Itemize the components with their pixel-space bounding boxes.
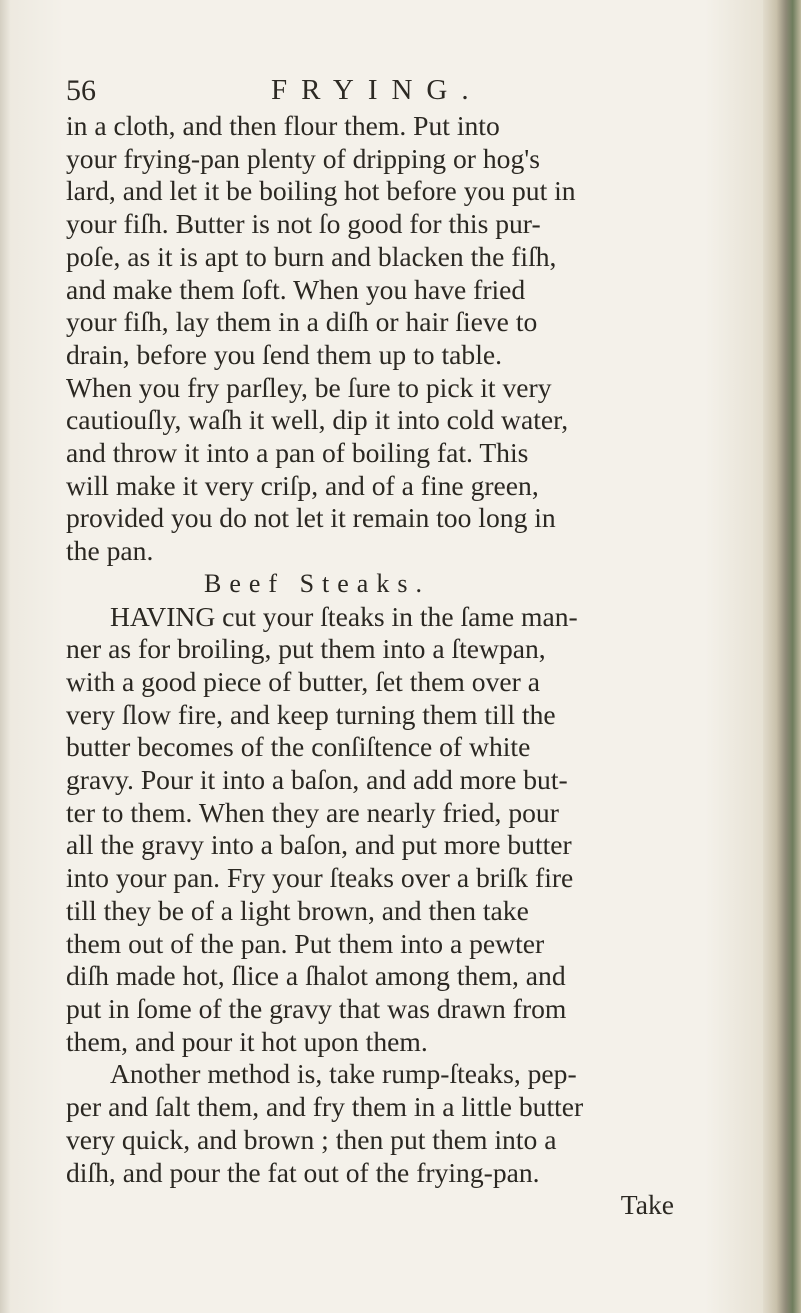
text-line: lard, and let it be boiling hot before you put in bbox=[66, 175, 576, 207]
text-line: your fiſh. Butter is not ſo good for this pur- bbox=[66, 208, 541, 240]
text-line: your fiſh, lay them in a diſh or hair ſieve to bbox=[66, 306, 538, 338]
text-line: poſe, as it is apt to burn and blacken the fiſh, bbox=[66, 240, 557, 272]
text-line: diſh made hot, ſlice a ſhalot among them, and bbox=[66, 960, 566, 992]
body-text bbox=[66, 110, 726, 1222]
text-line: in a cloth, and then flour them. Put into bbox=[66, 110, 500, 141]
text-line: very ſlow fire, and keep turning them till the bbox=[66, 698, 556, 730]
page-left-edge bbox=[0, 0, 10, 1313]
text-line: and make them ſoft. When you have fried bbox=[66, 273, 526, 305]
text-line: When you fry parſley, be ſure to pick it very bbox=[66, 371, 552, 403]
text-line: gravy. Pour it into a baſon, and add more but- bbox=[66, 764, 568, 796]
section-heading: Beef Steaks. bbox=[204, 568, 430, 598]
text-line: with a good piece of butter, ſet them over a bbox=[66, 665, 540, 697]
text-line: them out of the pan. Put them into a pewter bbox=[66, 927, 545, 959]
text-line: butter becomes of the conſiſtence of white bbox=[66, 731, 531, 763]
text-line: cautiouſly, waſh it well, dip it into cold water, bbox=[66, 404, 569, 436]
text-line: per and ſalt them, and fry them in a little butter bbox=[66, 1091, 584, 1123]
text-line: till they be of a light brown, and then take bbox=[66, 894, 529, 926]
text-line: HAVING cut your ſteaks in the ſame man- bbox=[110, 600, 578, 632]
text-line: ner as for broiling, put them into a ſtewpan, bbox=[66, 633, 546, 665]
text-line: all the gravy into a baſon, and put more butter bbox=[66, 829, 572, 861]
running-title: FRYING. bbox=[271, 74, 483, 106]
text-line: put in ſome of the gravy that was drawn from bbox=[66, 992, 567, 1024]
text-line: them, and pour it hot upon them. bbox=[66, 1025, 428, 1057]
catchword: Take bbox=[620, 1189, 674, 1221]
text-line: provided you do not let it remain too long in bbox=[66, 502, 556, 534]
text-line: ter to them. When they are nearly fried, pour bbox=[66, 796, 559, 828]
text-line: Another method is, take rump-ſteaks, pep- bbox=[110, 1058, 577, 1090]
text-line: into your pan. Fry your ſteaks over a briſk fire bbox=[66, 862, 574, 894]
page-number: 56 bbox=[66, 74, 96, 107]
page-header bbox=[66, 74, 706, 114]
text-line: the pan. bbox=[66, 535, 154, 567]
page-right-edge-binding bbox=[763, 0, 801, 1313]
text-line: your frying-pan plenty of dripping or hog's bbox=[66, 142, 540, 174]
text-line: diſh, and pour the fat out of the frying-pan. bbox=[66, 1156, 540, 1188]
text-line: very quick, and brown ; then put them into a bbox=[66, 1123, 557, 1155]
text-line: and throw it into a pan of boiling fat. This bbox=[66, 437, 529, 469]
text-line: drain, before you ſend them up to table. bbox=[66, 338, 503, 370]
text-line: will make it very criſp, and of a fine green, bbox=[66, 469, 539, 501]
